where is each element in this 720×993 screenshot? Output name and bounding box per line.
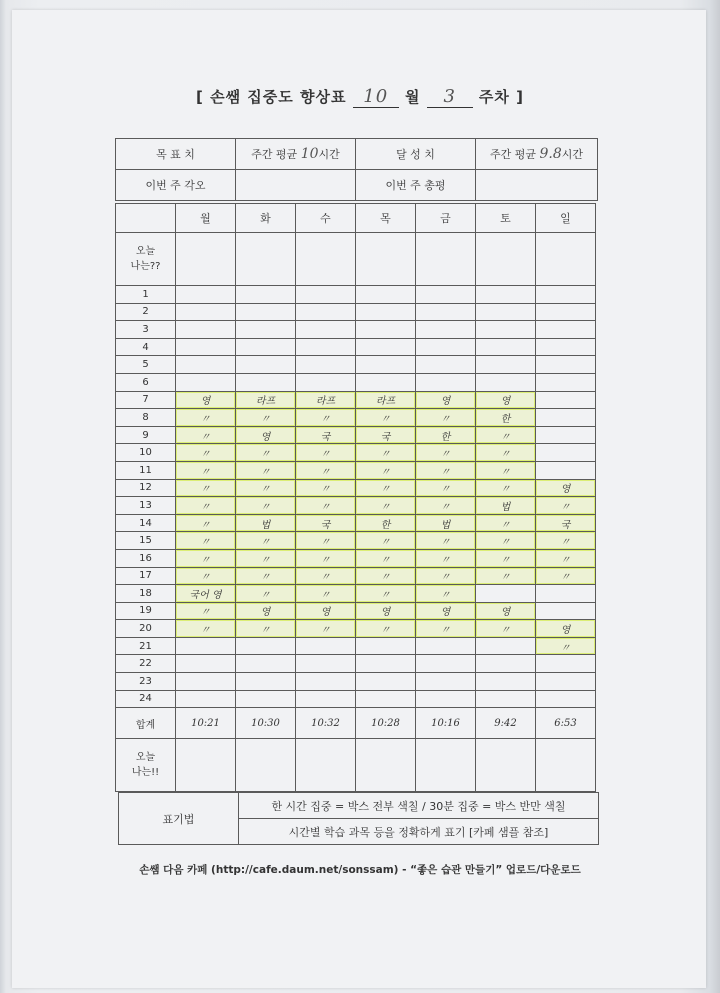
schedule-cell[interactable]: 〃: [176, 497, 236, 515]
schedule-cell[interactable]: [416, 673, 476, 691]
hour-label: 7: [116, 391, 176, 409]
schedule-cell[interactable]: [416, 356, 476, 374]
hour-label: 11: [116, 461, 176, 479]
day-header: 토: [476, 204, 536, 233]
day-header: 월: [176, 204, 236, 233]
day-header: 금: [416, 204, 476, 233]
hour-row: [116, 673, 596, 691]
schedule-cell[interactable]: [536, 321, 596, 339]
daily-total: 10:16: [416, 708, 476, 739]
schedule-cell[interactable]: [176, 673, 236, 691]
schedule-cell[interactable]: 〃: [236, 444, 296, 462]
hour-label: 6: [116, 373, 176, 391]
hour-label: 1: [116, 286, 176, 304]
schedule-cell[interactable]: [356, 321, 416, 339]
daily-total: 9:42: [476, 708, 536, 739]
schedule-cell[interactable]: [356, 690, 416, 708]
schedule-cell[interactable]: 〃: [236, 409, 296, 427]
total-row: [116, 708, 596, 739]
schedule-cell[interactable]: 〃: [176, 567, 236, 585]
schedule-cell[interactable]: 〃: [416, 620, 476, 638]
schedule-cell[interactable]: [296, 286, 356, 304]
total-label: 합계: [116, 708, 176, 739]
hour-label: 21: [116, 637, 176, 655]
schedule-cell[interactable]: [476, 637, 536, 655]
review-label: 이번 주 총평: [356, 170, 476, 201]
closing-field[interactable]: [176, 739, 236, 792]
schedule-cell[interactable]: 〃: [416, 549, 476, 567]
hour-row: [116, 602, 596, 620]
achieved-cell: 주간 평균 9.8시간: [476, 139, 598, 170]
legend-line-1: 한 시간 집중 = 박스 전부 색칠 / 30분 집중 = 박스 반만 색칠: [239, 793, 599, 819]
schedule-cell[interactable]: [476, 585, 536, 603]
legend-label: 표기법: [119, 793, 239, 845]
schedule-cell[interactable]: [416, 373, 476, 391]
closing-field[interactable]: [416, 739, 476, 792]
schedule-cell[interactable]: 〃: [356, 567, 416, 585]
hour-label: 5: [116, 356, 176, 374]
hour-row: [116, 444, 596, 462]
schedule-cell[interactable]: 〃: [356, 532, 416, 550]
schedule-cell[interactable]: [296, 303, 356, 321]
schedule-cell[interactable]: 〃: [356, 620, 416, 638]
schedule-cell[interactable]: 국: [296, 426, 356, 444]
schedule-cell[interactable]: 영: [416, 391, 476, 409]
schedule-cell[interactable]: [236, 690, 296, 708]
schedule-cell[interactable]: 라프: [236, 391, 296, 409]
schedule-cell[interactable]: [296, 673, 356, 691]
schedule-cell[interactable]: [476, 338, 536, 356]
schedule-cell[interactable]: 〃: [296, 585, 356, 603]
today-me-row: [116, 233, 596, 286]
hour-row: [116, 514, 596, 532]
week-handwritten: 3: [427, 86, 473, 108]
schedule-cell[interactable]: 〃: [176, 602, 236, 620]
today-me-field[interactable]: [416, 233, 476, 286]
schedule-cell[interactable]: [296, 637, 356, 655]
target-label: 목 표 치: [116, 139, 236, 170]
day-header-row: [116, 204, 596, 233]
schedule-cell[interactable]: 〃: [236, 497, 296, 515]
legend-table: [118, 792, 599, 845]
schedule-cell[interactable]: 〃: [476, 620, 536, 638]
schedule-cell[interactable]: [536, 673, 596, 691]
schedule-cell[interactable]: [416, 338, 476, 356]
hour-label: 14: [116, 514, 176, 532]
schedule-cell[interactable]: 국어 영: [176, 585, 236, 603]
schedule-cell[interactable]: 〃: [476, 426, 536, 444]
schedule-cell[interactable]: [536, 391, 596, 409]
schedule-cell[interactable]: 〃: [476, 514, 536, 532]
schedule-cell[interactable]: [176, 303, 236, 321]
schedule-cell[interactable]: [476, 373, 536, 391]
schedule-cell[interactable]: 〃: [176, 514, 236, 532]
corner-cell: [116, 204, 176, 233]
hour-label: 20: [116, 620, 176, 638]
schedule-cell[interactable]: 〃: [536, 567, 596, 585]
hour-label: 23: [116, 673, 176, 691]
hour-row: [116, 655, 596, 673]
closing-field[interactable]: [356, 739, 416, 792]
schedule-cell[interactable]: 〃: [416, 532, 476, 550]
schedule-cell[interactable]: 영: [356, 602, 416, 620]
schedule-cell[interactable]: [176, 338, 236, 356]
hour-label: 19: [116, 602, 176, 620]
schedule-cell[interactable]: 〃: [296, 444, 356, 462]
schedule-cell[interactable]: 법: [476, 497, 536, 515]
hour-label: 12: [116, 479, 176, 497]
schedule-cell[interactable]: 〃: [416, 567, 476, 585]
hour-row: [116, 497, 596, 515]
schedule-cell[interactable]: [536, 303, 596, 321]
schedule-cell[interactable]: [536, 444, 596, 462]
target-cell: 주간 평균 10시간: [236, 139, 356, 170]
schedule-cell[interactable]: [176, 655, 236, 673]
hour-label: 16: [116, 549, 176, 567]
hour-label: 8: [116, 409, 176, 427]
schedule-cell[interactable]: [296, 356, 356, 374]
schedule-cell[interactable]: 〃: [416, 585, 476, 603]
closing-field[interactable]: [476, 739, 536, 792]
schedule-cell[interactable]: [296, 321, 356, 339]
schedule-cell[interactable]: 〃: [176, 461, 236, 479]
schedule-cell[interactable]: 〃: [296, 549, 356, 567]
hour-row: [116, 585, 596, 603]
schedule-cell[interactable]: 〃: [476, 549, 536, 567]
hour-label: 2: [116, 303, 176, 321]
goal-table: [115, 138, 598, 201]
hour-label: 4: [116, 338, 176, 356]
schedule-cell[interactable]: 〃: [356, 444, 416, 462]
schedule-cell[interactable]: [236, 303, 296, 321]
schedule-cell[interactable]: [476, 286, 536, 304]
schedule-cell[interactable]: [416, 286, 476, 304]
schedule-cell[interactable]: [476, 356, 536, 374]
review-field[interactable]: [476, 170, 598, 201]
schedule-cell[interactable]: 〃: [296, 409, 356, 427]
hour-row: [116, 321, 596, 339]
resolve-field[interactable]: [236, 170, 356, 201]
schedule-cell[interactable]: 법: [236, 514, 296, 532]
hour-row: [116, 549, 596, 567]
schedule-cell[interactable]: [236, 373, 296, 391]
schedule-cell[interactable]: 〃: [296, 532, 356, 550]
schedule-cell[interactable]: 〃: [296, 567, 356, 585]
closing-label: 오늘 나는!!: [116, 739, 176, 792]
daily-total: 6:53: [536, 708, 596, 739]
hour-label: 9: [116, 426, 176, 444]
schedule-cell[interactable]: [356, 303, 416, 321]
schedule-cell[interactable]: [296, 373, 356, 391]
schedule-cell[interactable]: 〃: [536, 637, 596, 655]
schedule-cell[interactable]: [356, 338, 416, 356]
schedule-cell[interactable]: [536, 373, 596, 391]
schedule-cell[interactable]: 〃: [176, 620, 236, 638]
schedule-cell[interactable]: [416, 637, 476, 655]
hour-row: [116, 690, 596, 708]
schedule-cell[interactable]: 〃: [356, 479, 416, 497]
hour-label: 17: [116, 567, 176, 585]
schedule-cell[interactable]: 영: [236, 426, 296, 444]
hour-label: 18: [116, 585, 176, 603]
schedule-cell[interactable]: [236, 673, 296, 691]
schedule-cell[interactable]: 〃: [236, 549, 296, 567]
schedule-cell[interactable]: 〃: [356, 585, 416, 603]
schedule-cell[interactable]: 한: [416, 426, 476, 444]
schedule-cell[interactable]: [416, 303, 476, 321]
schedule-cell[interactable]: [176, 321, 236, 339]
schedule-cell[interactable]: 영: [296, 602, 356, 620]
schedule-cell[interactable]: [476, 673, 536, 691]
achieved-label: 달 성 치: [356, 139, 476, 170]
schedule-cell[interactable]: 〃: [296, 479, 356, 497]
hour-label: 22: [116, 655, 176, 673]
schedule-cell[interactable]: 라프: [356, 391, 416, 409]
daily-total: 10:28: [356, 708, 416, 739]
schedule-cell[interactable]: [356, 637, 416, 655]
schedule-cell[interactable]: 〃: [176, 549, 236, 567]
schedule-cell[interactable]: [416, 690, 476, 708]
hour-label: 3: [116, 321, 176, 339]
schedule-cell[interactable]: [416, 321, 476, 339]
schedule-cell[interactable]: 〃: [236, 567, 296, 585]
schedule-cell[interactable]: 〃: [176, 409, 236, 427]
legend-line-2: 시간별 학습 과목 등을 정확하게 표기 [카페 샘플 참조]: [239, 819, 599, 845]
schedule-cell[interactable]: 〃: [236, 620, 296, 638]
schedule-cell[interactable]: [416, 655, 476, 673]
daily-total: 10:30: [236, 708, 296, 739]
footer-text: 손쌤 다음 카페 (http://cafe.daum.net/sonssam) - “좋은 습관 만들기” 업로드/다운로드: [139, 864, 581, 876]
hour-row: [116, 286, 596, 304]
hour-row: [116, 532, 596, 550]
schedule-cell[interactable]: 〃: [476, 532, 536, 550]
schedule-cell[interactable]: 한: [356, 514, 416, 532]
schedule-cell[interactable]: 영: [236, 602, 296, 620]
schedule-cell[interactable]: 라프: [296, 391, 356, 409]
day-header: 일: [536, 204, 596, 233]
schedule-cell[interactable]: [296, 338, 356, 356]
day-header: 목: [356, 204, 416, 233]
closing-field[interactable]: [296, 739, 356, 792]
schedule-cell[interactable]: [356, 673, 416, 691]
hour-row: [116, 303, 596, 321]
schedule-cell[interactable]: [536, 409, 596, 427]
hour-row: [116, 620, 596, 638]
hour-row: [116, 356, 596, 374]
schedule-cell[interactable]: [476, 321, 536, 339]
schedule-cell[interactable]: 〃: [416, 461, 476, 479]
schedule-cell[interactable]: 〃: [176, 479, 236, 497]
schedule-cell[interactable]: [176, 373, 236, 391]
daily-total: 10:21: [176, 708, 236, 739]
schedule-cell[interactable]: 〃: [536, 497, 596, 515]
schedule-cell[interactable]: [536, 690, 596, 708]
schedule-cell[interactable]: [236, 338, 296, 356]
schedule-cell[interactable]: 〃: [536, 532, 596, 550]
hour-row: [116, 409, 596, 427]
schedule-cell[interactable]: 〃: [356, 409, 416, 427]
hour-row: [116, 461, 596, 479]
schedule-cell[interactable]: 〃: [356, 497, 416, 515]
resolve-label: 이번 주 각오: [116, 170, 236, 201]
schedule-cell[interactable]: 〃: [236, 585, 296, 603]
schedule-cell[interactable]: 〃: [416, 409, 476, 427]
schedule-cell[interactable]: [536, 426, 596, 444]
schedule-cell[interactable]: 영: [536, 620, 596, 638]
schedule-cell[interactable]: 〃: [476, 567, 536, 585]
schedule-cell[interactable]: 〃: [176, 426, 236, 444]
schedule-cell[interactable]: [176, 637, 236, 655]
schedule-cell[interactable]: 〃: [476, 461, 536, 479]
closing-row: [116, 739, 596, 792]
schedule-cell[interactable]: 〃: [296, 461, 356, 479]
schedule-cell[interactable]: 국: [356, 426, 416, 444]
schedule-cell[interactable]: [236, 655, 296, 673]
schedule-cell[interactable]: [236, 321, 296, 339]
today-me-field[interactable]: [296, 233, 356, 286]
schedule-cell[interactable]: 〃: [236, 479, 296, 497]
hour-row: [116, 338, 596, 356]
schedule-cell[interactable]: 〃: [176, 444, 236, 462]
schedule-cell[interactable]: 법: [416, 514, 476, 532]
schedule-cell[interactable]: 〃: [476, 479, 536, 497]
target-value: 10: [300, 146, 319, 162]
schedule-cell[interactable]: [296, 655, 356, 673]
schedule-cell[interactable]: [476, 303, 536, 321]
schedule-cell[interactable]: 〃: [236, 532, 296, 550]
closing-field[interactable]: [236, 739, 296, 792]
hour-row: [116, 637, 596, 655]
schedule-cell[interactable]: [356, 373, 416, 391]
schedule-cell[interactable]: 국: [536, 514, 596, 532]
schedule-cell[interactable]: [176, 356, 236, 374]
hour-row: [116, 567, 596, 585]
schedule-cell[interactable]: 〃: [236, 461, 296, 479]
schedule-cell[interactable]: [536, 356, 596, 374]
hour-label: 10: [116, 444, 176, 462]
page-title: [ 손쌤 집중도 향상표 10 월 3 주차 ]: [196, 86, 524, 107]
schedule-cell[interactable]: 〃: [536, 549, 596, 567]
hour-row: [116, 391, 596, 409]
schedule-cell[interactable]: [236, 637, 296, 655]
schedule-cell[interactable]: 영: [476, 391, 536, 409]
schedule-cell[interactable]: [176, 286, 236, 304]
schedule-cell[interactable]: [536, 461, 596, 479]
schedule-cell[interactable]: [476, 655, 536, 673]
hour-label: 13: [116, 497, 176, 515]
schedule-cell[interactable]: 〃: [476, 444, 536, 462]
schedule-cell[interactable]: 〃: [356, 461, 416, 479]
today-me-field[interactable]: [356, 233, 416, 286]
schedule-cell[interactable]: 〃: [416, 444, 476, 462]
schedule-cell[interactable]: 국: [296, 514, 356, 532]
schedule-cell[interactable]: 〃: [416, 479, 476, 497]
hour-label: 24: [116, 690, 176, 708]
today-me-field[interactable]: [476, 233, 536, 286]
schedule-cell[interactable]: 한: [476, 409, 536, 427]
schedule-cell[interactable]: [176, 690, 236, 708]
achieved-value: 9.8: [539, 146, 562, 162]
schedule-cell[interactable]: [536, 602, 596, 620]
schedule-cell[interactable]: [536, 338, 596, 356]
hour-row: [116, 373, 596, 391]
study-schedule-table: [115, 203, 596, 792]
schedule-cell[interactable]: [236, 356, 296, 374]
today-me-field[interactable]: [236, 233, 296, 286]
closing-field[interactable]: [536, 739, 596, 792]
schedule-cell[interactable]: [536, 286, 596, 304]
schedule-cell[interactable]: [536, 585, 596, 603]
schedule-cell[interactable]: [296, 690, 356, 708]
schedule-cell[interactable]: [476, 690, 536, 708]
schedule-cell[interactable]: 〃: [416, 497, 476, 515]
schedule-cell[interactable]: [356, 655, 416, 673]
schedule-cell[interactable]: 〃: [296, 620, 356, 638]
today-me-field[interactable]: [176, 233, 236, 286]
schedule-cell[interactable]: [536, 655, 596, 673]
schedule-cell[interactable]: 영: [176, 391, 236, 409]
daily-total: 10:32: [296, 708, 356, 739]
hour-row: [116, 479, 596, 497]
schedule-cell[interactable]: 영: [536, 479, 596, 497]
hour-label: 15: [116, 532, 176, 550]
schedule-cell[interactable]: [356, 356, 416, 374]
schedule-cell[interactable]: 영: [416, 602, 476, 620]
day-header: 수: [296, 204, 356, 233]
day-header: 화: [236, 204, 296, 233]
schedule-cell[interactable]: 〃: [176, 532, 236, 550]
today-me-field[interactable]: [536, 233, 596, 286]
today-me-label: 오늘 나는??: [116, 233, 176, 286]
schedule-cell[interactable]: 〃: [296, 497, 356, 515]
schedule-cell[interactable]: 〃: [356, 549, 416, 567]
schedule-cell[interactable]: 영: [476, 602, 536, 620]
schedule-cell[interactable]: [236, 286, 296, 304]
schedule-cell[interactable]: [356, 286, 416, 304]
hour-row: [116, 426, 596, 444]
month-handwritten: 10: [353, 86, 399, 108]
